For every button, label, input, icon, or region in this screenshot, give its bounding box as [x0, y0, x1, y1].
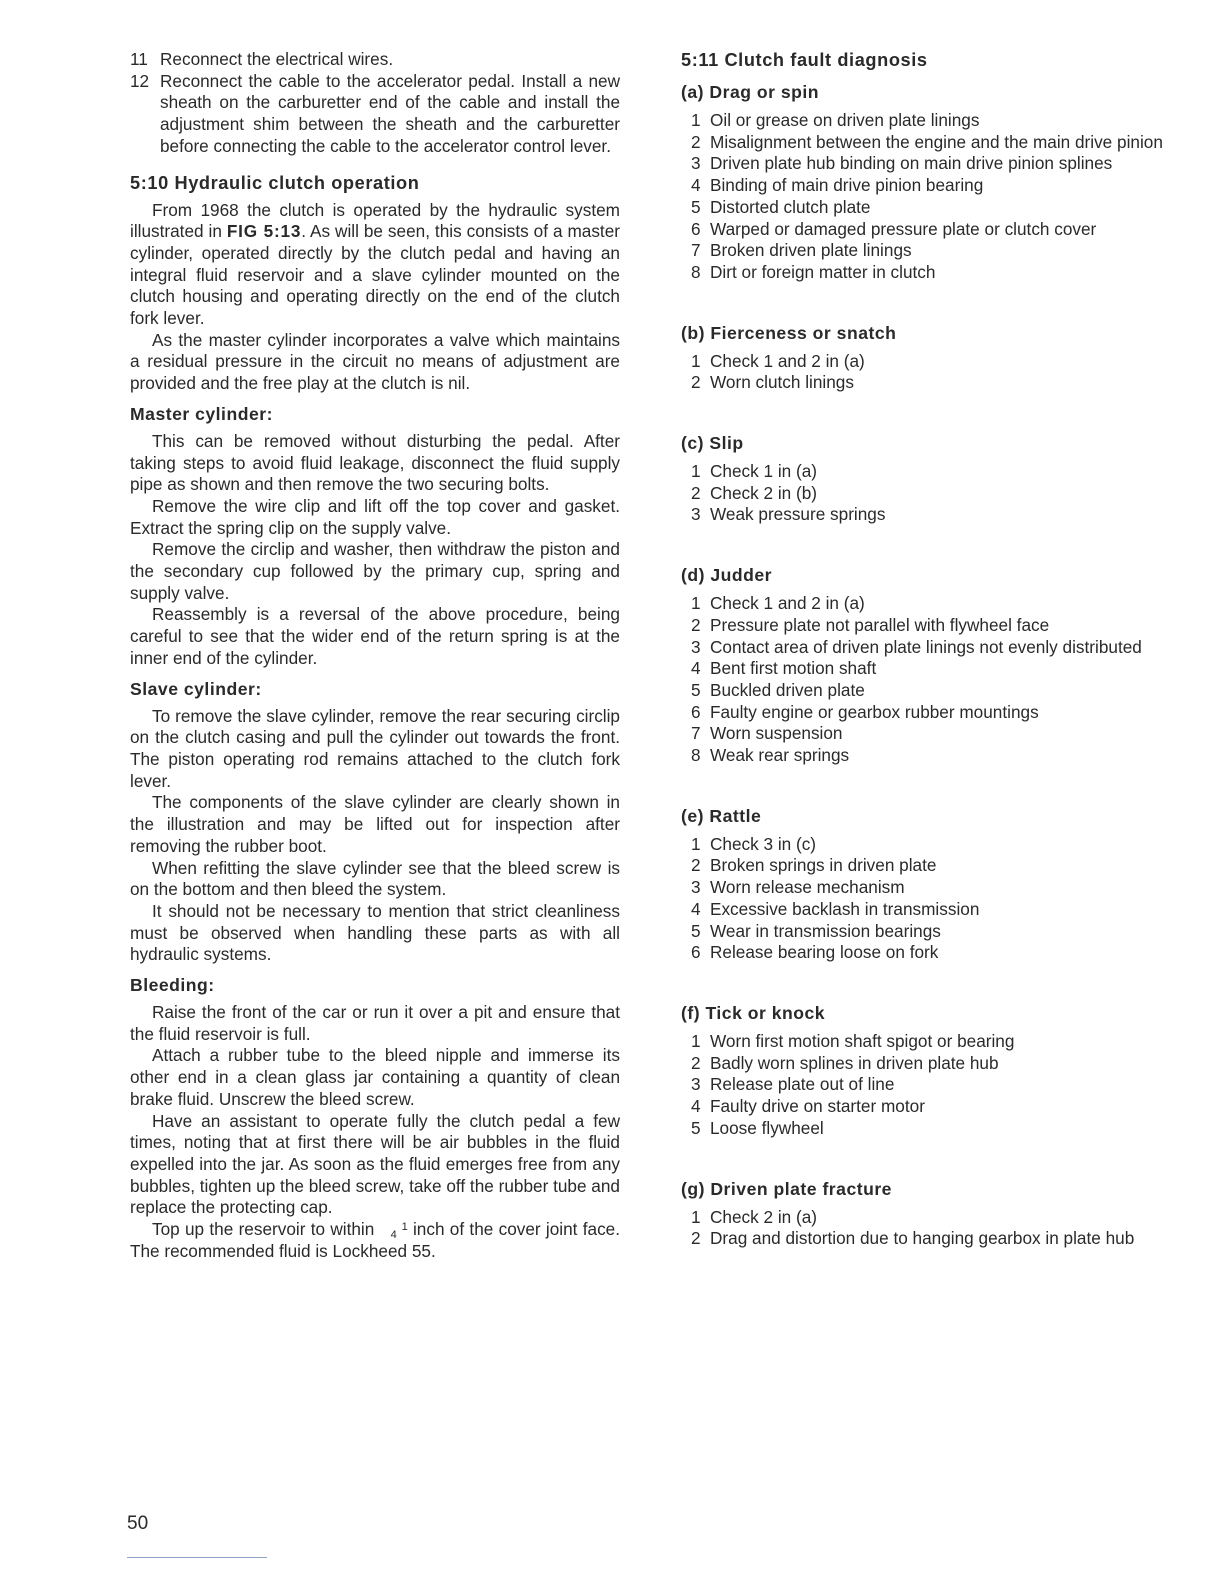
fault-heading: (f) Tick or knock — [681, 1002, 826, 1023]
figure-reference: FIG 5:13 — [226, 221, 302, 242]
fault-item — [691, 132, 1169, 154]
bleeding-paragraph: Raise the front of the car or run it over a pit and ensure that the fluid reservoir is full. — [130, 1002, 620, 1044]
footer-rule — [127, 1557, 267, 1558]
fault-item-number: 1 — [691, 1030, 701, 1051]
fault-group — [681, 322, 1169, 394]
fault-item — [691, 855, 1169, 877]
step-text: Reconnect the cable to the accelerator pedal. Install a new sheath on the carburetter end of the cable and install the adjustment shim between the sheath and the carburetter before connecting the cable to the accelerator control lever. — [160, 70, 620, 156]
fault-item-number: 3 — [691, 504, 701, 525]
fault-item-number: 7 — [691, 240, 701, 261]
fault-item-number: 1 — [691, 1206, 701, 1227]
fault-item-text: Drag and distortion due to hanging gearbox in plate hub — [710, 1228, 1135, 1249]
step-11 — [130, 49, 620, 71]
fault-group — [681, 1178, 1169, 1250]
fault-item — [691, 723, 1169, 745]
bleeding-paragraph: Have an assistant to operate fully the clutch pedal a few times, noting that at first there will be air bubbles in the fluid expelled into the jar. As soon as the fluid emerges free from any bubbles, tighten up the bleed screw, take off the rubber tube and replace the protecting cap. — [130, 1110, 620, 1218]
fault-item-number: 3 — [691, 636, 701, 657]
fault-item-number: 1 — [691, 593, 701, 614]
fault-item-number: 5 — [691, 1117, 701, 1138]
fault-items — [681, 1207, 1169, 1250]
fault-item — [691, 615, 1169, 637]
page-number: 50 — [127, 1513, 149, 1534]
fault-item-text: Loose flywheel — [710, 1117, 824, 1138]
fault-item-text: Buckled driven plate — [710, 679, 865, 700]
fault-item-text: Check 2 in (b) — [710, 482, 817, 503]
fault-item-text: Excessive backlash in transmission — [710, 898, 980, 919]
hydraulic-paragraph-1: From 1968 the clutch is operated by the hydraulic system illustrated in FIG 5:13. As will be seen, this consists of a master cylinder, operated directly by the clutch pedal and having an integral fluid reservoir and a slave cylinder mounted on the clutch housing and operating directly on the end of the clutch fork lever. — [130, 199, 620, 329]
fault-item-number: 5 — [691, 679, 701, 700]
fault-item-text: Weak rear springs — [710, 745, 850, 766]
fault-item — [691, 110, 1169, 132]
section-heading-fault-diagnosis: 5:11 Clutch fault diagnosis — [681, 50, 928, 70]
fault-item-number: 4 — [691, 175, 701, 196]
subheading-master-cylinder: Master cylinder: — [130, 403, 273, 424]
fault-item — [691, 153, 1169, 175]
fault-item — [691, 942, 1169, 964]
fault-item-number: 6 — [691, 701, 701, 722]
fault-item-text: Worn release mechanism — [710, 877, 905, 898]
master-paragraph: Remove the circlip and washer, then withdraw the piston and the secondary cup followed by the primary cup, spring and supply valve. — [130, 539, 620, 603]
fault-items — [681, 351, 1169, 394]
fault-item — [691, 1074, 1169, 1096]
fault-item-text: Check 2 in (a) — [710, 1206, 817, 1227]
fault-item-number: 3 — [691, 153, 701, 174]
fault-item-number: 3 — [691, 1074, 701, 1095]
slave-paragraph: When refitting the slave cylinder see that the bleed screw is on the bottom and then bleed the system. — [130, 857, 620, 900]
fault-item-text: Bent first motion shaft — [710, 658, 877, 679]
fault-item — [691, 834, 1169, 856]
fault-item-text: Check 1 and 2 in (a) — [710, 350, 865, 371]
fault-item — [691, 1053, 1169, 1075]
fault-item-number: 4 — [691, 1096, 701, 1117]
fault-item-number: 5 — [691, 920, 701, 941]
fault-item — [691, 219, 1169, 241]
fault-item — [691, 680, 1169, 702]
slave-paragraph: It should not be necessary to mention that strict cleanliness must be observed when handling these parts as with all hydraulic systems. — [130, 900, 620, 965]
step-number: 12 — [130, 70, 150, 91]
fault-item-number: 1 — [691, 110, 701, 130]
fault-item — [691, 1228, 1169, 1250]
fault-group — [681, 564, 1169, 767]
fault-item-text: Faulty drive on starter motor — [710, 1096, 925, 1117]
fault-item — [691, 240, 1169, 262]
fault-item — [691, 372, 1169, 394]
fault-group — [681, 805, 1169, 964]
fault-item-text: Broken driven plate linings — [710, 240, 912, 261]
fault-item-number: 5 — [691, 196, 701, 217]
fault-item-text: Driven plate hub binding on main drive pinion splines — [710, 153, 1113, 174]
fault-item-text: Misalignment between the engine and the main drive pinion — [710, 131, 1163, 152]
fault-item-text: Badly worn splines in driven plate hub — [710, 1052, 999, 1073]
step-12 — [130, 71, 620, 158]
fault-heading: (g) Driven plate fracture — [681, 1178, 892, 1199]
fault-item-text: Worn first motion shaft spigot or bearing — [710, 1030, 1015, 1051]
fault-item-number: 8 — [691, 261, 701, 282]
fault-item-text: Pressure plate not parallel with flywheel face — [710, 614, 1050, 635]
fault-item — [691, 1096, 1169, 1118]
bleeding-paragraph: Attach a rubber tube to the bleed nipple and immerse its other end in a clean glass jar containing a quantity of clean brake fluid. Unscrew the bleed screw. — [130, 1045, 620, 1109]
fault-item-number: 1 — [691, 461, 701, 482]
fault-item-number: 2 — [691, 1052, 701, 1073]
step-text: Reconnect the electrical wires. — [160, 49, 394, 69]
fault-item-text: Check 1 in (a) — [710, 461, 817, 482]
fault-heading: (b) Fierceness or snatch — [681, 322, 897, 343]
fault-group — [681, 432, 1169, 526]
fault-item — [691, 1207, 1169, 1229]
fault-heading: (e) Rattle — [681, 805, 762, 826]
fault-item-text: Contact area of driven plate linings not evenly distributed — [710, 636, 1142, 657]
fault-item-text: Worn suspension — [710, 723, 843, 744]
fault-item-text: Wear in transmission bearings — [710, 920, 941, 941]
bleeding-paragraph-last: Top up the reservoir to within 1 4 inch of the cover joint face. The recommended fluid is Lockheed 55. — [130, 1219, 620, 1261]
fault-item — [691, 593, 1169, 615]
fault-item — [691, 1118, 1169, 1140]
fault-item — [691, 1031, 1169, 1053]
master-paragraph: This can be removed without disturbing the pedal. After taking steps to avoid fluid leakage, disconnect the fluid supply pipe as shown and then remove the two securing bolts. — [130, 430, 620, 495]
fault-item-text: Release plate out of line — [710, 1074, 895, 1095]
fault-item-text: Weak pressure springs — [710, 504, 886, 525]
fault-item-number: 1 — [691, 350, 701, 371]
fault-item-number: 2 — [691, 855, 701, 876]
fault-item — [691, 175, 1169, 197]
slave-paragraph: To remove the slave cylinder, remove the rear securing circlip on the clutch casing and pull the cylinder out towards the front. The piston operating rod remains attached to the clutch fork lever. — [130, 705, 620, 791]
fault-item — [691, 921, 1169, 943]
fault-item-text: Dirt or foreign matter in clutch — [710, 261, 936, 282]
fault-items — [681, 461, 1169, 526]
subheading-bleeding: Bleeding: — [130, 975, 215, 996]
fault-item — [691, 637, 1169, 659]
fault-item-text: Broken springs in driven plate — [710, 855, 937, 876]
fraction-quarter: 1 4 — [390, 1220, 408, 1241]
fault-heading: (d) Judder — [681, 565, 773, 586]
fault-item-number: 2 — [691, 482, 701, 503]
fault-item-text: Check 1 and 2 in (a) — [710, 593, 865, 614]
fault-item-text: Worn clutch linings — [710, 372, 854, 393]
right-column — [681, 49, 1169, 1288]
fault-item-text: Distorted clutch plate — [710, 196, 871, 217]
fault-item-number: 4 — [691, 658, 701, 679]
fault-list — [681, 81, 1169, 1250]
fault-item-number: 2 — [691, 372, 701, 393]
hydraulic-paragraph-2: As the master cylinder incorporates a valve which maintains a residual pressure in the circuit no means of adjustment are provided and the free play at the clutch is nil. — [130, 329, 620, 394]
fault-items — [681, 1031, 1169, 1140]
fault-item-number: 1 — [691, 833, 701, 854]
fault-item-text: Warped or damaged pressure plate or clutch cover — [710, 218, 1097, 239]
fault-item-number: 6 — [691, 218, 701, 239]
fault-item-number: 3 — [691, 877, 701, 898]
fault-heading: (c) Slip — [681, 433, 744, 454]
fault-items — [681, 834, 1169, 964]
fault-item — [691, 461, 1169, 483]
master-paragraph: Reassembly is a reversal of the above procedure, being careful to see that the wider end of the return spring is at the inner end of the cylinder. — [130, 604, 620, 668]
fault-items — [681, 593, 1169, 767]
fault-item — [691, 658, 1169, 680]
fault-item — [691, 351, 1169, 373]
fault-item — [691, 262, 1169, 284]
master-paragraph: Remove the wire clip and lift off the top cover and gasket. Extract the spring clip on the supply valve. — [130, 495, 620, 538]
fault-item-text: Release bearing loose on fork — [710, 942, 939, 963]
subheading-slave-cylinder: Slave cylinder: — [130, 678, 262, 699]
fault-item — [691, 899, 1169, 921]
left-column — [130, 49, 620, 1262]
fault-items — [681, 110, 1169, 284]
fault-item-number: 6 — [691, 942, 701, 963]
fault-item-text: Binding of main drive pinion bearing — [710, 175, 984, 196]
fault-heading: (a) Drag or spin — [681, 82, 820, 102]
fault-item-text: Oil or grease on driven plate linings — [710, 110, 980, 130]
fault-item — [691, 197, 1169, 219]
fault-item — [691, 504, 1169, 526]
fault-item — [691, 702, 1169, 724]
fault-item-number: 4 — [691, 898, 701, 919]
fault-item-number: 2 — [691, 131, 701, 152]
fault-item-number: 2 — [691, 614, 701, 635]
fault-item — [691, 877, 1169, 899]
step-number: 11 — [130, 49, 148, 69]
slave-paragraph: The components of the slave cylinder are clearly shown in the illustration and may be lifted out for inspection after removing the rubber boot. — [130, 792, 620, 856]
fault-item-number: 2 — [691, 1228, 701, 1249]
section-heading-hydraulic: 5:10 Hydraulic clutch operation — [130, 172, 420, 193]
fault-group — [681, 1002, 1169, 1140]
fault-item-text: Faulty engine or gearbox rubber mountings — [710, 701, 1039, 722]
fault-item — [691, 745, 1169, 767]
fault-item — [691, 483, 1169, 505]
fault-item-number: 7 — [691, 723, 701, 744]
fault-item-number: 8 — [691, 745, 701, 766]
fault-item-text: Check 3 in (c) — [710, 833, 817, 854]
fault-group — [681, 81, 1169, 284]
